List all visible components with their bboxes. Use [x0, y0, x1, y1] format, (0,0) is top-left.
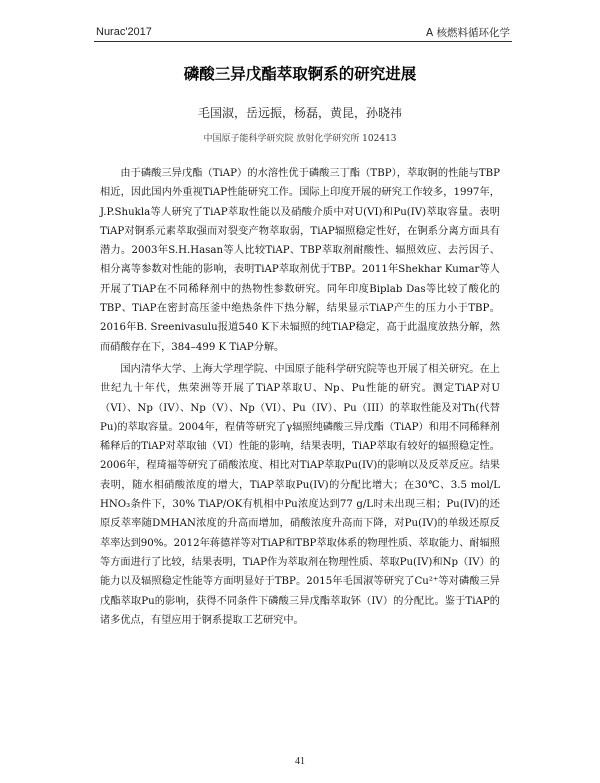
paragraph-2: 国内清华大学、上海大学理学院、中国原子能科学研究院等也开展了相关研究。在上世纪九十年代，焦荣洲等开展了TiAP萃取U、Np、Pu性能的研究。测定TiAP对U（VI）、Np（IV）、Np（V）、Np（VI）、Pu（IV）、Pu（III）的萃取性能及对Th(代替Pu)的萃取容量。2004年，程倩等研究了γ辐照纯磷酸三异戊酯（TiAP）和用不同稀释剂稀释后的TiAP对萃取铀（VI）性能的影响，结果表明，TiAP萃取有较好的辐照稳定性。2006年，程琦福等研究了硝酸浓度、相比对TiAP萃取Pu(IV)的影响以及反萃反应。结果表明，随水相硝酸浓度的增大，TiAP萃取Pu(IV)的分配比增大；在30℃、3.5 mol/L HNO₃条件下，30% TiAP/OK有机相中Pu浓度达到77 g/L时未出现三相；Pu(IV)的还原反萃率随DMHAN浓度的升高而增加，硝酸浓度升高而下降，对Pu(IV)的单级还原反萃率达到90%。2012年蒋德祥等对TiAP和TBP萃取体系的物理性质、萃取能力、耐辐照等方面进行了比较，结果表明，TiAP作为萃取剂在物理性质、萃取Pu(IV)和Np（IV）的能力以及辐照稳定性能等方面明显好于TBP。2015年毛国淑等研究了Cu²⁺等对磷酸三异戊酯萃取Pu的影响，获得不同条件下磷酸三异戊酯萃取钚（IV）的分配比。鉴于TiAP的诸多优点，有望应用于锕系提取工艺研究中。 [100, 363, 500, 626]
paper-title: 磷酸三异戊酯萃取锕系的研究进展 [183, 65, 417, 83]
affiliation: 中国原子能科学研究院 放射化学研究所 102413 [203, 134, 397, 144]
body-text [100, 164, 500, 630]
header-divider [94, 41, 512, 42]
paragraph-1: 由于磷酸三异戊酯（TiAP）的水溶性优于磷酸三丁酯（TBP），萃取锕的性能与TBP相近，因此国内外重视TiAP性能研究工作。国际上印度开展的研究工作较多，1997年，J.P.Shukla等人研究了TiAP萃取性能以及硝酸介质中对U(VI)和Pu(IV)萃取容量。表明TiAP对锕系元素萃取强而对裂变产物萃取弱，TiAP辐照稳定性好，在锕系分离方面具有潜力。2003年S.H.Hasan等人比较TiAP、TBP萃取剂耐酸性、辐照效应、去污因子、相分离等参数对性能的影响，表明TiAP萃取剂优于TBP。2011年Shekhar Kumar等人开展了TiAP在不同稀释剂中的热物性参数研究。同年印度Biplab Das等比较了酸化的TBP、TiAP在密封高压釜中绝热条件下热分解，结果显示TiAP产生的压力小于TBP。2016年B. Sreenivasulu报道540 K下未辐照的纯TiAP稳定，高于此温度放热分解，然而硝酸存在下，384–499 K TiAP分解。 [100, 168, 500, 353]
section-header: A 核燃料循环化学 [425, 27, 510, 39]
page-number: 41 [295, 756, 305, 767]
journal-header: Nurac'2017 [96, 26, 152, 38]
author-list: 毛国淑，岳远振，杨磊，黄昆，孙晓祎 [197, 106, 402, 120]
